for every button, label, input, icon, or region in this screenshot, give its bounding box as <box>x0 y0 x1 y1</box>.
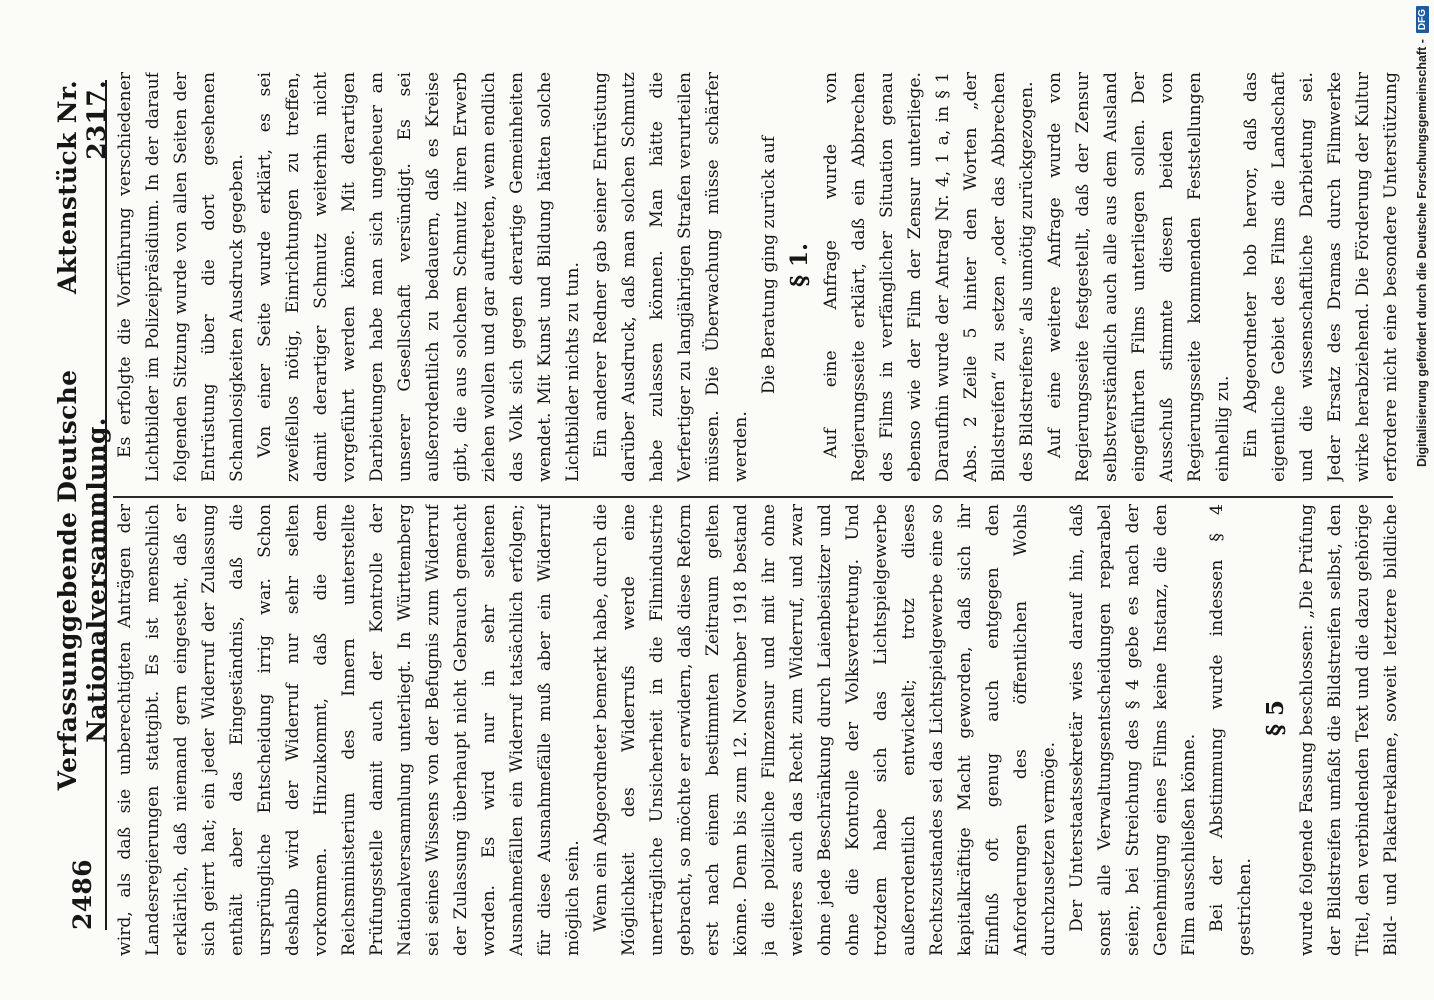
right-column <box>111 72 1401 482</box>
left-column <box>111 504 1401 956</box>
page-number: 2486 <box>67 859 97 930</box>
paragraph: Wenn ein Abgeordneter bemerkt habe, durch die Möglichkeit des Widerrufs werde eine unerträgliche Unsicherheit in die Filmindustrie gebracht, so möchte er erwidern, daß diese Reform erst nach einem bestimmten Zeitraum gelten könne. Denn bis zum 12. November 1918 bestand ja die polizeiliche Filmzensur und mit ihr ohne weiteres auch das Recht zum Widerruf, und zwar ohne jede Beschränkung durch Laienbeisitzer und ohne die Kontrolle der Volksvertretung. Und trotzdem habe sich das Lichtspielgewerbe außerordentlich entwickelt; trotz dieses Rechtszustandes sei das Lichtspielgewerbe eine so kapitalkräftige Macht geworden, daß sich ihr Einfluß oft genug auch entgegen den Anforderungen des öffentlichen Wohls durchzusetzen vermöge. <box>591 504 1059 956</box>
paragraph: Ein anderer Redner gab seiner Entrüstung darüber Ausdruck, daß man solchen Schmutz habe zulassen können. Man hätte die Verfertiger zu langjährigen Strafen verurteilen müssen. Die Überwachung müsse schärfer werden. <box>591 72 751 482</box>
document-title: Verfassunggebende Deutsche Nationalversammlung. <box>53 369 111 791</box>
section-heading-5: § 5 <box>1262 699 1289 737</box>
dfg-logo: DFG <box>1416 6 1429 33</box>
paragraph: Bei der Abstimmung wurde indessen § 4 gestrichen. <box>1207 504 1255 956</box>
digitization-credit <box>1412 6 1432 994</box>
paragraph: Auf eine weitere Anfrage wurde von Regierungsseite festgestellt, daß der Zensur selbstverständlich auch alle aus dem Ausland eingeführten Films unterliegen sollen. Der Ausschuß stimmte diesen beiden von Regierungsseite kommenden Feststellungen einhellig zu. <box>1045 72 1233 482</box>
paragraph: Der Unterstaatssekretär wies darauf hin, daß sonst alle Verwaltungsentscheidungen reparabel seien; bei Streichung des § 4 gebe es nach der Genehmigung eines Films keine Instanz, die den Film ausschließen könne. <box>1067 504 1199 956</box>
section-heading-1: § 1. <box>786 242 813 288</box>
paragraph: Von einer Seite wurde erklärt, es sei zweifellos nötig, Einrichtungen zu treffen, damit derartiger Schmutz weiterhin nicht vorgeführt werden könne. Mit derartigen Darbietungen habe man sich ungeheuer an unserer Gesellschaft versündigt. Es sei außerordentlich zu bedauern, daß es Kreise gibt, die aus solchem Schmutz ihren Erwerb ziehen wollen und gar auftreten, wenn endlich das Volk sich gegen derartige Gemeinheiten wendet. Mit Kunst und Bildung hätten solche Lichtbilder nichts zu tun. <box>255 72 583 482</box>
digitization-credit-text: Digitalisierung gefördert durch die Deutsche Forschungsgemeinschaft - <box>1415 39 1429 467</box>
paragraph: Ein Abgeordneter hob hervor, daß das eigentliche Gebiet des Films die Landschaft und die wissenschaftliche Darbietung sei. Jeder Ersatz des Dramas durch Filmwerke wirke herabziehend. Die Förderung der Kultur erfordere nicht eine besondere Unterstützung <box>1241 72 1401 482</box>
document-number: Aktenstück Nr. 2317. <box>53 80 111 295</box>
page-header <box>53 80 111 930</box>
column-divider <box>113 497 1393 499</box>
paragraph: Es erfolgte die Vorführung verschiedener Lichtbilder im Polizeipräsidium. In der darauf folgenden Sitzung wurde von allen Seiten der Entrüstung über die dort gesehenen Schamlosigkeiten Ausdruck gegeben. <box>115 72 247 482</box>
paragraph: wird, als daß sie unberechtigten Anträgen der Landesregierungen stattgibt. Es ist menschlich erklärlich, daß niemand gern eingesteht, daß er sich geirrt hat; ein jeder Widerruf der Zulassung enthält aber das Eingeständnis, daß die ursprüngliche Entscheidung irrig war. Schon deshalb wird der Widerruf nur sehr selten vorkommen. Hinzukommt, daß die dem Reichsministerium des Innern unterstellte Prüfungsstelle damit auch der Kontrolle der Nationalversammlung unterliegt. In Württemberg sei seines Wissens von der Befugnis zum Widerruf der Zulassung überhaupt nicht Gebrauch gemacht worden. Es wird nur in sehr seltenen Ausnahmefällen ein Widerruf tatsächlich erfolgen; für diese Ausnahmefälle muß aber ein Widerruf möglich sein. <box>115 504 583 956</box>
document-sheet <box>55 60 1405 960</box>
paragraph: Auf eine Anfrage wurde von Regierungsseite erklärt, daß ein Abbrechen des Films in verfänglicher Situation genau ebenso wie der Film der Zensur unterliege. Daraufhin wurde der Antrag Nr. 4, 1 a, in § 1 Abs. 2 Zeile 5 hinter den Worten „der Bildstreifen“ zu setzen „oder das Abbrechen des Bildstreifens“ als unnötig zurückgezogen. <box>821 72 1037 482</box>
paragraph: Die Beratung ging zurück auf <box>759 135 779 395</box>
paragraph: wurde folgende Fassung beschlossen: „Die Prüfung der Bildstreifen umfaßt die Bildstreifen selbst, den Titel, den verbindenden Text und die dazu gehörige Bild- und Plakatreklame, soweit letztere bildliche <box>1297 504 1401 956</box>
